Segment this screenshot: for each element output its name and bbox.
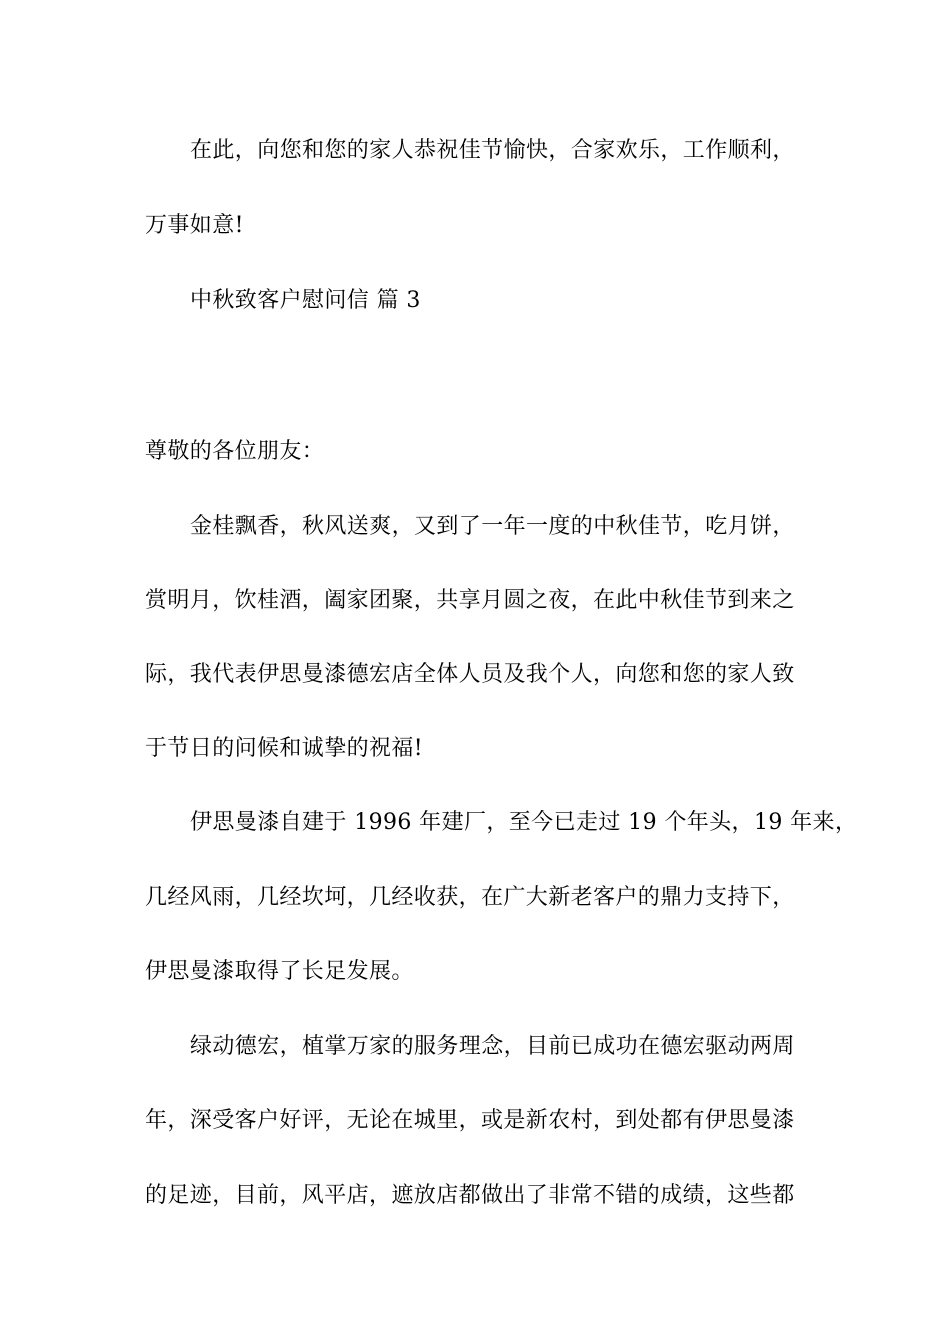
paragraph-line: 在此，向您和您的家人恭祝佳节愉快，合家欢乐，工作顺利， bbox=[190, 138, 795, 163]
salutation: 尊敬的各位朋友： bbox=[145, 439, 325, 464]
paragraph-line: 的足迹，目前，风平店，遮放店都做出了非常不错的成绩，这些都 bbox=[145, 1183, 795, 1208]
paragraph-line: 赏明月，饮桂酒，阖家团聚，共享月圆之夜，在此中秋佳节到来之 bbox=[145, 588, 795, 613]
section-heading: 中秋致客户慰问信 篇 3 bbox=[190, 288, 421, 313]
paragraph-line: 万事如意! bbox=[145, 213, 244, 238]
paragraph-line: 几经风雨，几经坎坷，几经收获，在广大新老客户的鼎力支持下， bbox=[145, 885, 795, 910]
paragraph-line: 伊思曼漆自建于 1996 年建厂，至今已走过 19 个年头，19 年来， bbox=[190, 810, 858, 835]
paragraph-line: 绿动德宏，植掌万家的服务理念，目前已成功在德宏驱动两周 bbox=[190, 1034, 795, 1059]
paragraph-line: 于节日的问候和诚挚的祝福! bbox=[145, 736, 424, 761]
paragraph-line: 伊思曼漆取得了长足发展。 bbox=[145, 959, 414, 984]
paragraph-line: 年，深受客户好评，无论在城里，或是新农村，到处都有伊思曼漆 bbox=[145, 1108, 795, 1133]
paragraph-line: 际，我代表伊思曼漆德宏店全体人员及我个人，向您和您的家人致 bbox=[145, 662, 795, 687]
paragraph-line: 金桂飘香，秋风送爽，又到了一年一度的中秋佳节，吃月饼， bbox=[190, 514, 795, 539]
